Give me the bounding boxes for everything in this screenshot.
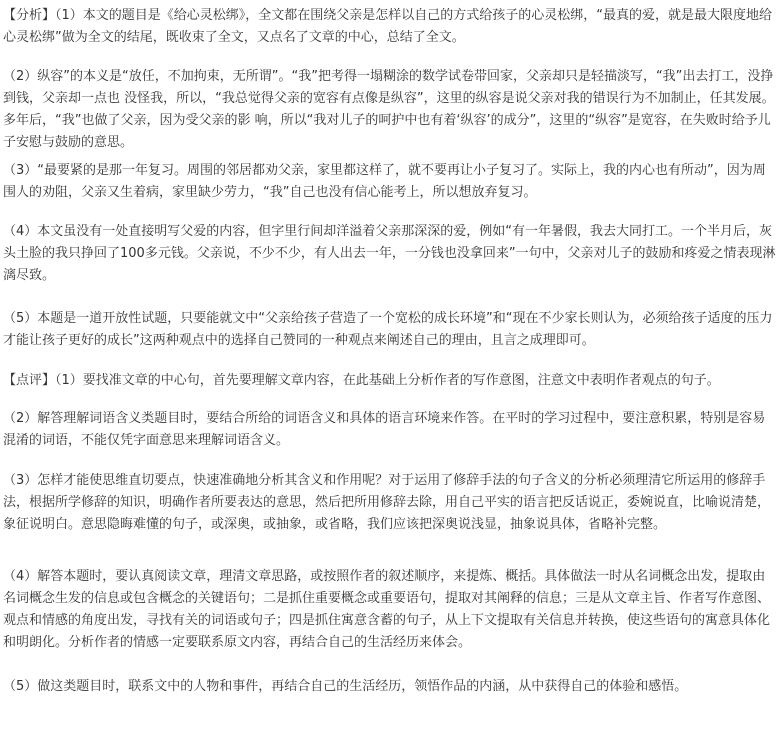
comment-paragraph-5: （5）做这类题目时，联系文中的人物和事件，再结合自己的生活经历，领悟作品的内涵，从中获得自己的体验和感悟。 xyxy=(3,679,688,694)
comment-paragraph-3: （3）怎样才能使思维直切要点，快速准确地分析其含义和作用呢？对于运用了修辞手法的句子含义的分析必须理清它所运用的修辞手法，根据所学修辞的知识，明确作者所要表达的意思，然后把所用修辞去除，用自己平实的语言把反话说正，委婉说直，比喻说清楚，象征说明白。意思隐晦难懂的句子，或深奥，或抽象，或省略，我们应该把深奥说浅显，抽象说具体，省略补完整。 xyxy=(3,473,771,532)
analysis-paragraph-1: 【分析】（1）本文的题目是《给心灵松绑》，全文都在围绕父亲是怎样以自己的方式给孩子的心灵松绑，“最真的爱，就是最大限度地给心灵松绑”做为全文的结尾，既收束了全文，又点名了文章的中心，总结了全文。 xyxy=(3,8,773,45)
analysis-paragraph-5: （5）本题是一道开放性试题，只要能就文中“父亲给孩子营造了一个宽松的成长环境”和“现在不少家长则认为，必须给孩子适度的压力才能让孩子更好的成长”这两种观点中的选择自己赞同的一种观点来阐述自己的理由，且言之成理即可。 xyxy=(3,311,773,348)
comment-paragraph-2: （2）解答理解词语含义类题目时，要结合所给的词语含义和具体的语言环境来作答。在平时的学习过程中，要注意积累，特别是容易混淆的词语，不能仅凭字面意思来理解词语含义。 xyxy=(3,411,766,448)
analysis-paragraph-3: （3）“最要紧的是那一年复习。周围的邻居都劝父亲，家里都这样了，就不要再让小子复习了。实际上，我的内心也有所动”，因为周围人的劝阻，父亲又生着病，家里缺少劳力，“我”自己也没有信心能考上，所以想放弃复习。 xyxy=(3,163,766,200)
analysis-paragraph-4: （4）本文虽没有一处直接明写父爱的内容，但字里行间却洋溢着父亲那深深的爱，例如“有一年暑假，我去大同打工。一个半月后，灰头土脸的我只挣回了100多元钱。父亲说，不少不少，有人出去一年，一分钱也没拿回来”一句中，父亲对儿子的鼓励和疼爱之情表现淋漓尽致。 xyxy=(3,224,776,283)
comment-paragraph-4: （4）解答本题时，要认真阅读文章，理清文章思路，或按照作者的叙述顺序，来提炼、概括。具体做法一时从名词概念出发，提取由名词概念生发的信息或包含概念的关键语句；二是抓住重要概念或重要语句，提取对其阐释的信息；三是从文章主旨、作者写作意图、观点和情感的角度出发，寻找有关的词语或句子；四是抓住寓意含蓄的句子，从上下文提取有关信息并转换，使这些语句的寓意具体化和明朗化。分析作者的情感一定要联系原文内容，再结合自己的生活经历来体会。 xyxy=(3,569,771,650)
analysis-paragraph-2: （2）纵容”的本义是“放任，不加拘束，无所谓”。“我”把考得一塌糊涂的数学试卷带回家，父亲却只是轻描淡写，“我”出去打工，没挣到钱，父亲却一点也 没怪我，所以，“我总觉得父亲的宽容有点像是纵容”，这里的纵容是说父亲对我的错误行为不加制止，任其发展。多年后，“我”也做了父亲，因为受父亲的影 响，所以“我对儿子的呵护中也有着‘纵容’的成分”，这里的“纵容”是宽容，在失败时给予儿子安慰与鼓励的意思。 xyxy=(3,69,775,150)
comment-paragraph-1: 【点评】（1）要找准文章的中心句，首先要理解文章内容，在此基础上分析作者的写作意图，注意文中表明作者观点的句子。 xyxy=(3,373,720,388)
